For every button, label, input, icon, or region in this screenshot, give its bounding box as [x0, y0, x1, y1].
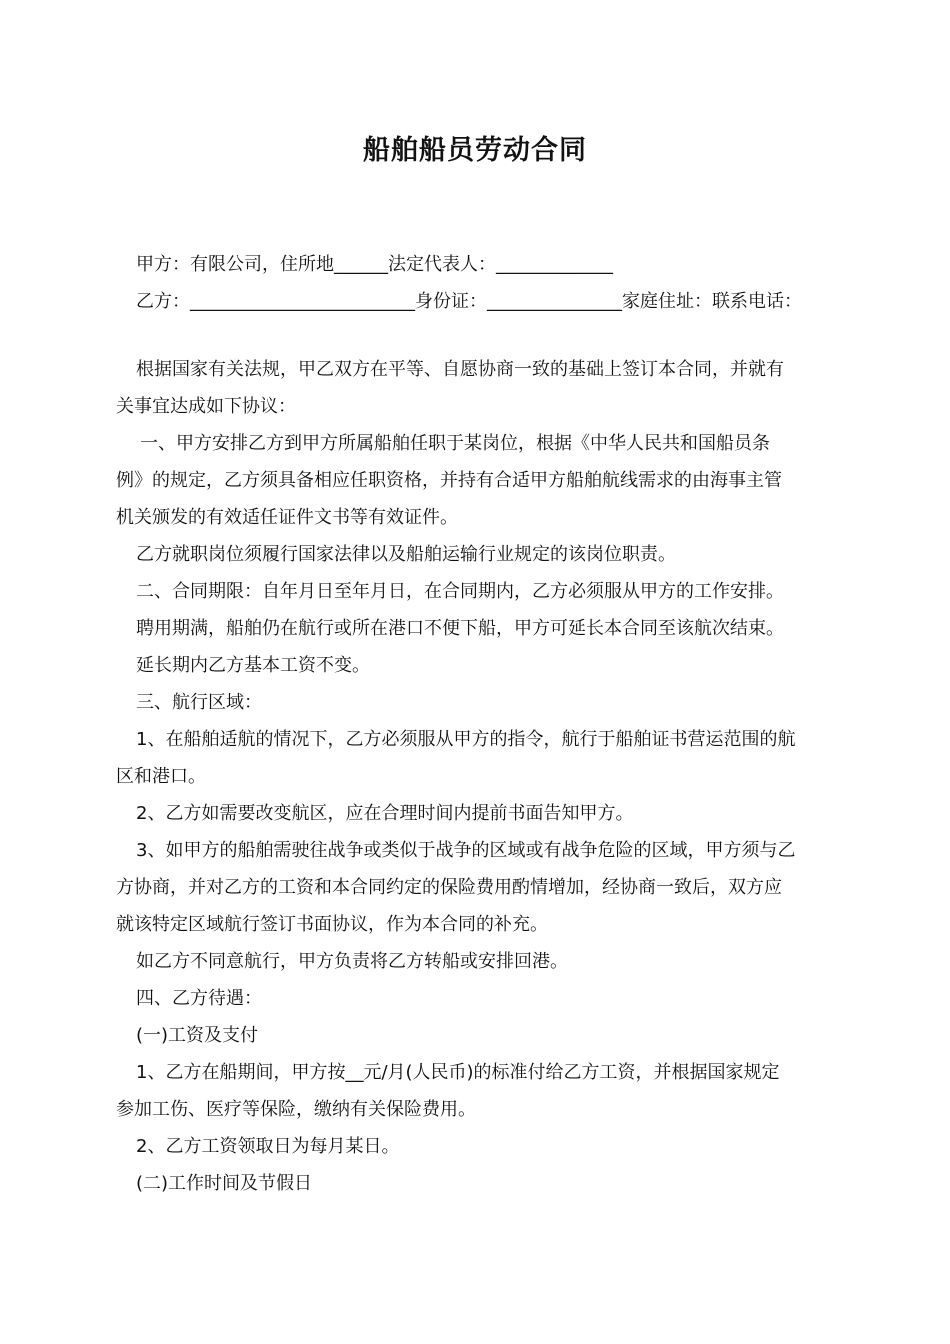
paragraph-line: 机关颁发的有效适任证件文书等有效证件。 [116, 507, 458, 528]
paragraph-line: 乙方就职岗位须履行国家法律以及船舶运输行业规定的该岗位职责。 [136, 544, 676, 565]
page-title: 船舶船员劳动合同 [363, 135, 587, 166]
paragraph-line: 例》的规定，乙方须具备相应任职资格，并持有合适甲方船舶航线需求的由海事主管 [116, 470, 782, 491]
paragraph-line: 延长期内乙方基本工资不变。 [136, 655, 370, 676]
paragraph-line: 聘用期满，船舶仍在航行或所在港口不便下船，甲方可延长本合同至该航次结束。 [136, 618, 784, 639]
paragraph-line: 就该特定区域航行签订书面协议，作为本合同的补充。 [116, 914, 548, 935]
paragraph-line: 根据国家有关法规，甲乙双方在平等、自愿协商一致的基础上签订本合同，并就有 [136, 359, 784, 380]
paragraph-line: 如乙方不同意航行，甲方负责将乙方转船或安排回港。 [136, 951, 568, 972]
sub-heading: (一)工资及支付 [136, 1025, 259, 1046]
paragraph-line: 参加工伤、医疗等保险，缴纳有关保险费用。 [116, 1099, 476, 1120]
paragraph-line: 1、乙方在船期间，甲方按__元/月(人民币)的标准付给乙方工资，并根据国家规定 [136, 1062, 780, 1083]
paragraph-line: 关事宜达成如下协议： [116, 396, 296, 417]
clause-heading: 三、航行区域： [136, 692, 262, 713]
clause-heading: 一、甲方安排乙方到甲方所属船舶任职于某岗位，根据《中华人民共和国船员条 [140, 433, 770, 454]
paragraph-line: 3、如甲方的船舶需驶往战争或类似于战争的区域或有战争危险的区域，甲方须与乙 [136, 840, 796, 861]
party-b-line: 乙方：_________________________身份证：_______________家庭住址：联系电话： [136, 291, 802, 312]
clause-heading: 二、合同期限：自年月日至年月日，在合同期内，乙方必须服从甲方的工作安排。 [136, 581, 784, 602]
paragraph-line: 1、在船舶适航的情况下，乙方必须服从甲方的指令，航行于船舶证书营运范围的航 [136, 729, 796, 750]
document-body [116, 246, 838, 1202]
clause-heading: 四、乙方待遇： [136, 988, 262, 1009]
paragraph-line: 2、乙方如需要改变航区，应在合理时间内提前书面告知甲方。 [136, 803, 634, 824]
paragraph-line: 2、乙方工资领取日为每月某日。 [136, 1136, 400, 1157]
paragraph-line: 区和港口。 [116, 766, 206, 787]
paragraph-line: 方协商，并对乙方的工资和本合同约定的保险费用酌情增加，经协商一致后，双方应 [116, 877, 782, 898]
sub-heading: (二)工作时间及节假日 [136, 1173, 313, 1194]
party-a-line: 甲方：有限公司，住所地______法定代表人：_____________ [136, 254, 613, 275]
